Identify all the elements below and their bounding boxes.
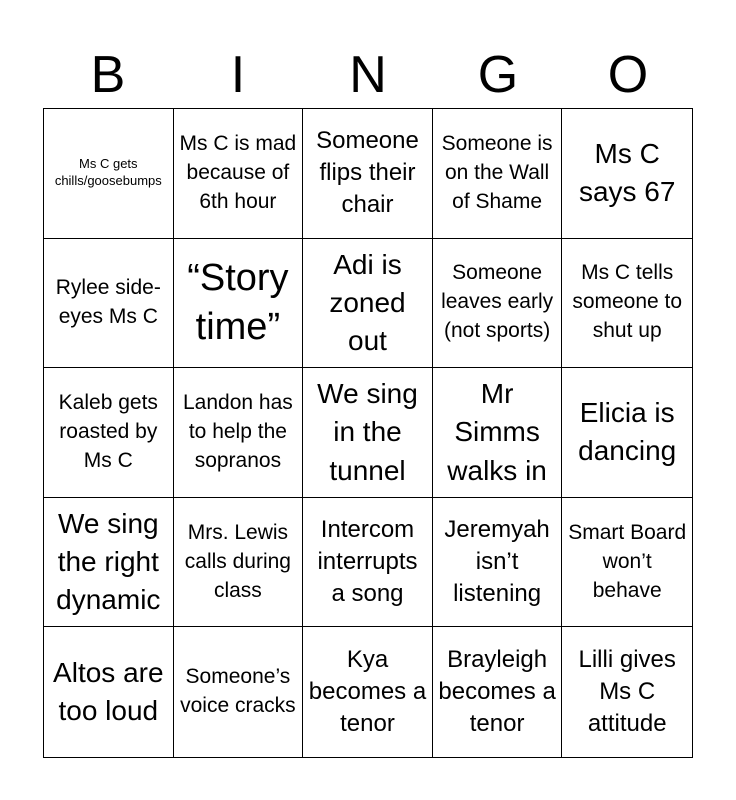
- cell-text: Someone leaves early (not sports): [441, 261, 554, 343]
- bingo-cell[interactable]: [303, 498, 433, 628]
- header-letter-g: G: [477, 46, 519, 104]
- bingo-cell[interactable]: [174, 368, 304, 498]
- bingo-cell[interactable]: [44, 109, 174, 239]
- cell-text: Mrs. Lewis calls during class: [184, 520, 291, 602]
- cell-text: Ms C is mad because of 6th hour: [179, 131, 297, 213]
- bingo-cell[interactable]: [433, 498, 563, 628]
- cell-text: Ms C gets chills/goosebumps: [54, 156, 162, 189]
- cell-text: Intercom interrupts a song: [317, 515, 418, 608]
- cell-text: Altos are too loud: [53, 657, 164, 727]
- cell-text: We sing the right dynamic: [56, 507, 161, 616]
- cell-text: Someone flips their chair: [316, 126, 419, 219]
- cell-text: Jeremyah isn’t listening: [444, 515, 550, 608]
- bingo-cell[interactable]: [562, 109, 692, 239]
- bingo-cell[interactable]: [44, 627, 174, 757]
- cell-text: Rylee side-eyes Ms C: [55, 275, 161, 328]
- cell-text: “Story time”: [187, 256, 289, 348]
- bingo-cell[interactable]: [174, 109, 304, 239]
- cell-text: Elicia is dancing: [578, 397, 677, 467]
- cell-text: Brayleigh becomes a tenor: [438, 645, 556, 738]
- bingo-cell[interactable]: [174, 627, 304, 757]
- cell-text: Lilli gives Ms C attitude: [578, 645, 676, 738]
- cell-text: Adi is zoned out: [329, 248, 406, 356]
- bingo-cell[interactable]: [562, 368, 692, 498]
- cell-text: Ms C tells someone to shut up: [572, 261, 683, 343]
- cell-text: Someone is on the Wall of Shame: [441, 131, 553, 213]
- header-letter-o: O: [607, 46, 649, 104]
- cell-text: Smart Board won’t behave: [568, 520, 687, 602]
- bingo-cell[interactable]: [433, 368, 563, 498]
- cell-text: We sing in the tunnel: [317, 378, 418, 486]
- header-letter-b: B: [90, 46, 126, 104]
- bingo-grid: [43, 108, 693, 758]
- bingo-cell[interactable]: [44, 239, 174, 369]
- bingo-cell[interactable]: [433, 239, 563, 369]
- cell-text: Landon has to help the sopranos: [183, 391, 293, 472]
- bingo-cell[interactable]: [433, 627, 563, 757]
- bingo-cell[interactable]: [303, 368, 433, 498]
- bingo-cell[interactable]: [303, 239, 433, 369]
- bingo-cell[interactable]: [174, 498, 304, 628]
- bingo-cell[interactable]: [562, 498, 692, 628]
- cell-text: Kya becomes a tenor: [308, 645, 427, 738]
- header-letter-i: I: [230, 46, 246, 104]
- cell-text: Ms C says 67: [578, 138, 676, 208]
- cell-text: Mr Simms walks in: [447, 378, 547, 486]
- bingo-cell[interactable]: [303, 627, 433, 757]
- bingo-cell[interactable]: [433, 109, 563, 239]
- bingo-cell[interactable]: [44, 368, 174, 498]
- bingo-cell[interactable]: [562, 239, 692, 369]
- bingo-header: [43, 42, 693, 108]
- bingo-cell[interactable]: [174, 239, 304, 369]
- bingo-cell[interactable]: [303, 109, 433, 239]
- cell-text: Kaleb gets roasted by Ms C: [58, 391, 158, 472]
- header-letter-n: N: [349, 46, 387, 104]
- cell-text: Someone’s voice cracks: [180, 665, 296, 718]
- bingo-cell[interactable]: [44, 498, 174, 628]
- bingo-cell[interactable]: [562, 627, 692, 757]
